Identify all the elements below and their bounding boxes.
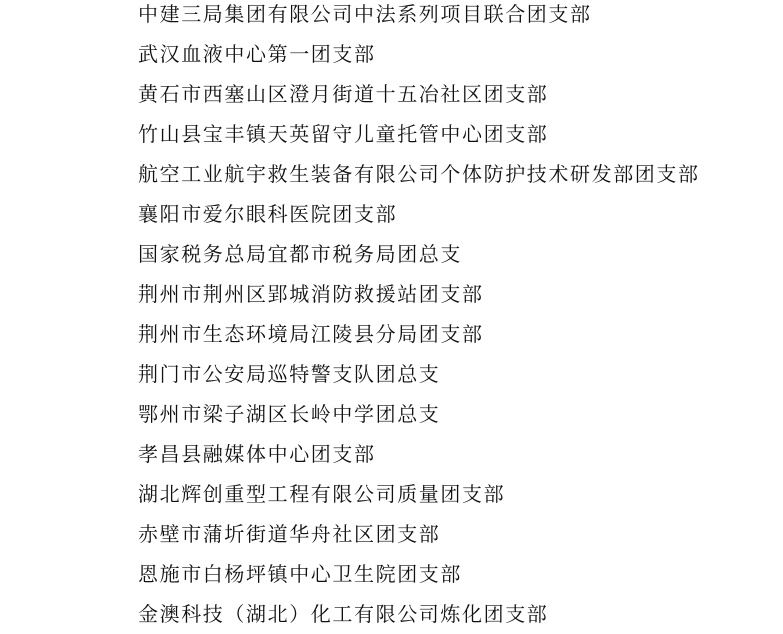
organization-list: [138, 0, 700, 634]
list-item: 航空工业航宇救生装备有限公司个体防护技术研发部团支部: [138, 162, 700, 186]
list-item: 竹山县宝丰镇天英留守儿童托管中心团支部: [138, 122, 549, 146]
list-item: 武汉血液中心第一团支部: [138, 42, 376, 66]
list-item: 中建三局集团有限公司中法系列项目联合团支部: [138, 2, 592, 26]
list-item: 荆州市荆州区郢城消防救援站团支部: [138, 282, 484, 306]
list-item: 湖北辉创重型工程有限公司质量团支部: [138, 482, 506, 506]
list-item: 黄石市西塞山区澄月街道十五冶社区团支部: [138, 82, 549, 106]
list-item: 国家税务总局宜都市税务局团总支: [138, 242, 462, 266]
list-item: 赤壁市蒲圻街道华舟社区团支部: [138, 522, 441, 546]
list-item: 襄阳市爱尔眼科医院团支部: [138, 202, 398, 226]
list-item: 金澳科技（湖北）化工有限公司炼化团支部: [138, 602, 549, 626]
list-item: 荆门市公安局巡特警支队团总支: [138, 362, 441, 386]
list-item: 孝昌县融媒体中心团支部: [138, 442, 376, 466]
list-item: 恩施市白杨坪镇中心卫生院团支部: [138, 562, 462, 586]
list-item: 鄂州市梁子湖区长岭中学团总支: [138, 402, 441, 426]
list-item: 荆州市生态环境局江陵县分局团支部: [138, 322, 484, 346]
